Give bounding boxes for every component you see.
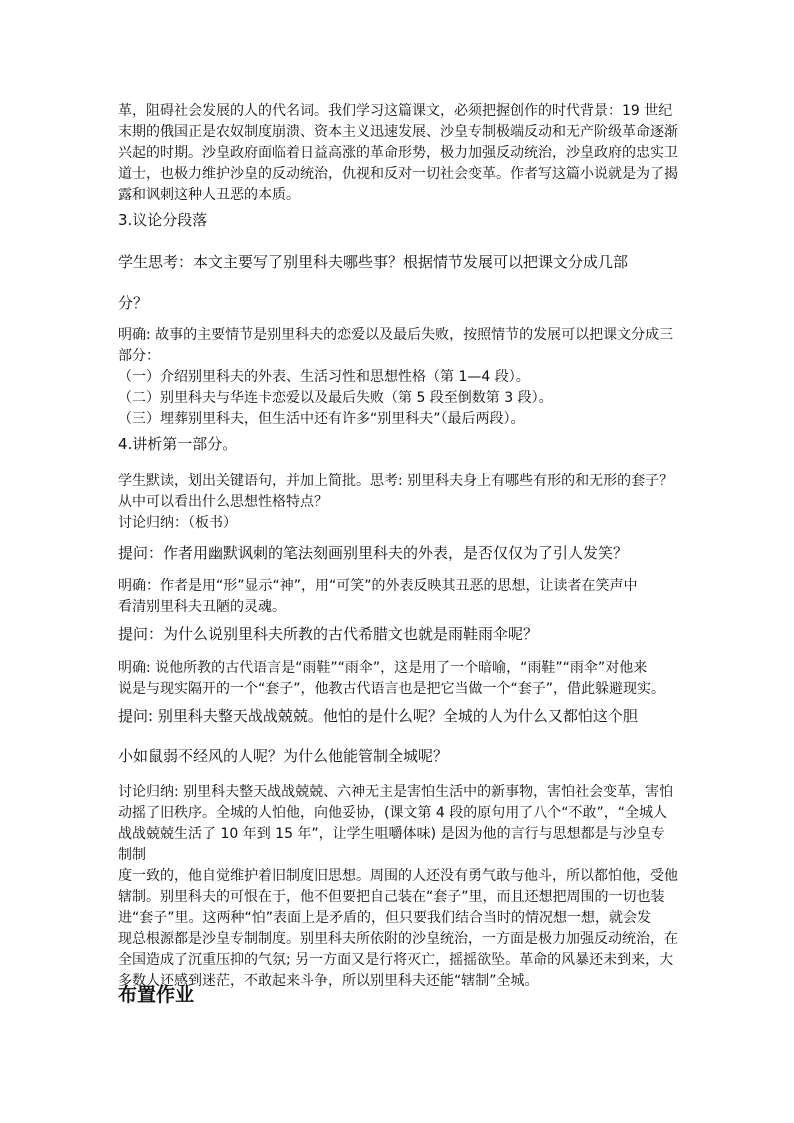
reading-line: 从中可以看出什么思想性格特点？ xyxy=(118,494,328,510)
discussion-line: 全国造成了沉重压抑的气氛; 另一方面又是行将灭亡，摇摇欲坠。革命的风暴还未到来，大 xyxy=(118,952,674,968)
discussion-line: 战战兢兢生活了 10 年到 15 年”，让学生咀嚼体味) 是因为他的言行与思想都是与沙皇专制制 xyxy=(118,826,665,863)
intro-line: 露和讽刺这种人丑恶的本质。 xyxy=(118,187,300,203)
student-think-line: 学生思考：本文主要写了别里科夫哪些事？根据情节发展可以把课文分成几部 xyxy=(118,253,629,271)
discussion-line: 进“套子”里。这两种“怕”表面上是矛盾的，但只要我们结合当时的情况想一想，就会发 xyxy=(118,910,652,926)
answer-line: （三）埋葬别里科夫，但生活中还有许多“别里科夫”（最后两段）。 xyxy=(118,411,525,427)
question-3-line: 提问: 别里科夫整天战战兢兢。他怕的是什么呢？全城的人为什么又都怕这个胆 xyxy=(118,707,638,725)
answer-line: 看清别里科夫丑陋的灵魂。 xyxy=(118,599,286,615)
intro-line: 兴起的时期。沙皇政府面临着日益高涨的革命形势，极力加强反动统治，沙皇政府的忠实卫 xyxy=(118,145,678,161)
question-2: 提问：为什么说别里科夫所教的古代希腊文也就是雨鞋雨伞呢？ xyxy=(118,625,539,643)
answer-1 xyxy=(118,576,678,618)
discussion-line: 度一致的，他自觉维护着旧制度旧思想。周围的人还没有勇气敢与他斗，所以都怕他，受他 xyxy=(118,868,678,884)
section4-title: 4.讲析第一部分。 xyxy=(118,435,238,453)
question-3-line: 小如鼠弱不经风的人呢？为什么他能管制全城呢？ xyxy=(118,747,449,765)
intro-line: 道士，也极力维护沙皇的反动统治，仇视和反对一切社会变革。作者写这篇小说就是为了揭 xyxy=(118,166,678,182)
homework-heading: 布置作业 xyxy=(118,984,195,1006)
answer-line: 说是与现实隔开的一个“套子”，他教古代语言也是把它当做一个“套子”，借此躲避现实。 xyxy=(118,681,666,697)
intro-line: 末期的俄国正是农奴制度崩溃、资本主义迅速发展、沙皇专制极端反动和无产阶级革命逐渐 xyxy=(118,124,678,140)
answer-line: 部分： xyxy=(118,348,160,364)
discussion-line: 辖制。别里科夫的可恨在于，他不但要把自己装在“套子”里，而且还想把周围的一切也装 xyxy=(118,889,665,905)
section3-title: 3.议论分段落 xyxy=(118,211,208,229)
question-1: 提问：作者用幽默讽刺的笔法刻画别里科夫的外表，是否仅仅为了引人发笑？ xyxy=(118,544,629,562)
section4-reading xyxy=(118,471,678,534)
answer-line: 明确：作者是用“形”显示“神”，用“可笑”的外表反映其丑恶的思想，让读者在笑声中 xyxy=(118,578,638,594)
answer-line: （一）介绍别里科夫的外表、生活习性和思想性格（第 1—4 段）。 xyxy=(118,369,530,385)
reading-line: 讨论归纳：（板书） xyxy=(118,515,237,531)
discussion-line: 讨论归纳: 别里科夫整天战战兢兢、六神无主是害怕生活中的新事物，害怕社会变革，害怕 xyxy=(118,784,674,800)
intro-line: 革，阻碍社会发展的人的代名词。我们学习这篇课文，必须把握创作的时代背景：19 世纪 xyxy=(118,103,673,119)
answer-line: 明确: 说他所教的古代语言是“雨鞋”“雨伞”，这是用了一个暗喻，“雨鞋”“雨伞”对他来 xyxy=(118,660,648,676)
discussion-line: 现总根源都是沙皇专制制度。别里科夫所依附的沙皇统治，一方面是极力加强反动统治，在 xyxy=(118,931,678,947)
answer-2 xyxy=(118,658,678,700)
discussion-line: 动摇了旧秩序。全城的人怕他，向他妥协，(课文第 4 段的原句用了八个“不敢”，“全城人 xyxy=(118,805,668,821)
reading-line: 学生默读，划出关键语句，并加上简批。思考: 别里科夫身上有哪些有形的和无形的套子？ xyxy=(118,473,674,489)
section3-answer xyxy=(118,325,678,430)
intro-paragraph xyxy=(118,101,678,206)
answer-line: （二）别里科夫与华连卡恋爱以及最后失败（第 5 段至倒数第 3 段）。 xyxy=(118,390,553,406)
student-think-line: 分？ xyxy=(118,294,149,312)
discussion-line: 多数人还感到迷茫，不敢起来斗争，所以别里科夫还能“辖制”全城。 xyxy=(118,973,539,989)
answer-line: 明确: 故事的主要情节是别里科夫的恋爱以及最后失败，按照情节的发展可以把课文分成三 xyxy=(118,327,674,343)
discussion-paragraph xyxy=(118,782,678,992)
